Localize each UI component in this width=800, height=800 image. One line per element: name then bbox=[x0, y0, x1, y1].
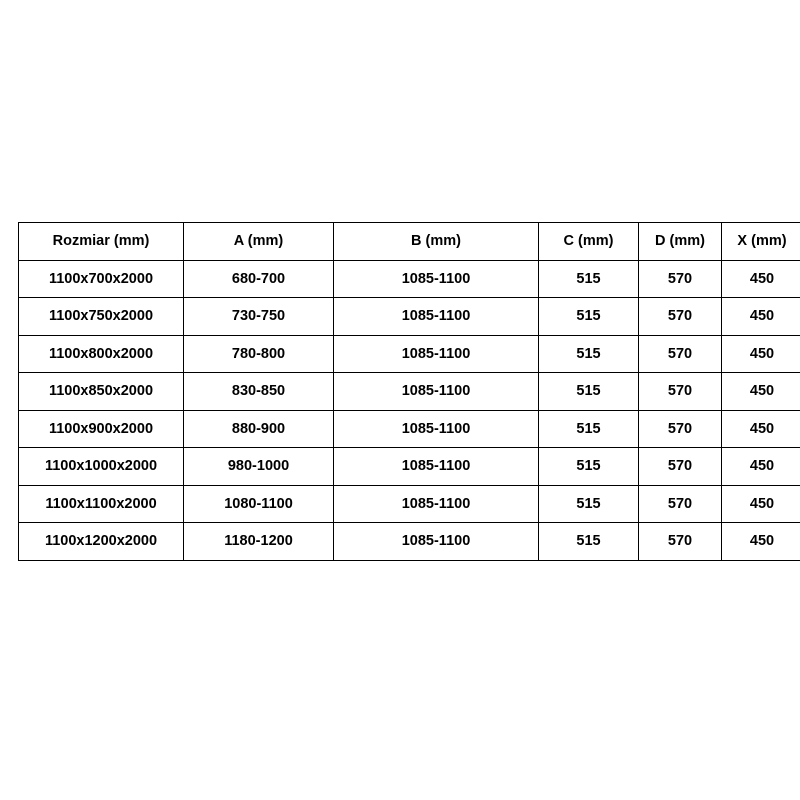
cell-b: 1085-1100 bbox=[334, 410, 539, 448]
column-header-b: B (mm) bbox=[334, 223, 539, 261]
cell-c: 515 bbox=[539, 373, 639, 411]
cell-c: 515 bbox=[539, 448, 639, 486]
table-row bbox=[19, 335, 800, 373]
cell-d: 570 bbox=[639, 523, 722, 561]
table-row bbox=[19, 260, 800, 298]
cell-x: 450 bbox=[722, 335, 800, 373]
cell-b: 1085-1100 bbox=[334, 260, 539, 298]
cell-c: 515 bbox=[539, 410, 639, 448]
cell-a: 980-1000 bbox=[184, 448, 334, 486]
cell-b: 1085-1100 bbox=[334, 298, 539, 336]
table-row bbox=[19, 448, 800, 486]
cell-x: 450 bbox=[722, 523, 800, 561]
cell-rozmiar: 1100x700x2000 bbox=[19, 260, 184, 298]
cell-b: 1085-1100 bbox=[334, 373, 539, 411]
cell-d: 570 bbox=[639, 298, 722, 336]
cell-rozmiar: 1100x1100x2000 bbox=[19, 485, 184, 523]
column-header-d: D (mm) bbox=[639, 223, 722, 261]
cell-a: 780-800 bbox=[184, 335, 334, 373]
cell-x: 450 bbox=[722, 448, 800, 486]
cell-rozmiar: 1100x750x2000 bbox=[19, 298, 184, 336]
cell-d: 570 bbox=[639, 410, 722, 448]
cell-a: 830-850 bbox=[184, 373, 334, 411]
cell-a: 880-900 bbox=[184, 410, 334, 448]
cell-d: 570 bbox=[639, 335, 722, 373]
cell-b: 1085-1100 bbox=[334, 335, 539, 373]
table-header bbox=[19, 223, 800, 261]
cell-x: 450 bbox=[722, 410, 800, 448]
cell-a: 1080-1100 bbox=[184, 485, 334, 523]
table-row bbox=[19, 485, 800, 523]
table-row bbox=[19, 523, 800, 561]
cell-x: 450 bbox=[722, 298, 800, 336]
cell-c: 515 bbox=[539, 485, 639, 523]
dimensions-table bbox=[18, 222, 800, 561]
column-header-rozmiar: Rozmiar (mm) bbox=[19, 223, 184, 261]
column-header-c: C (mm) bbox=[539, 223, 639, 261]
cell-c: 515 bbox=[539, 335, 639, 373]
cell-a: 680-700 bbox=[184, 260, 334, 298]
cell-a: 1180-1200 bbox=[184, 523, 334, 561]
table-row bbox=[19, 410, 800, 448]
cell-d: 570 bbox=[639, 260, 722, 298]
cell-rozmiar: 1100x1200x2000 bbox=[19, 523, 184, 561]
table-header-row bbox=[19, 223, 800, 261]
cell-x: 450 bbox=[722, 260, 800, 298]
cell-c: 515 bbox=[539, 298, 639, 336]
table-body bbox=[19, 260, 800, 560]
column-header-a: A (mm) bbox=[184, 223, 334, 261]
table-row bbox=[19, 373, 800, 411]
cell-rozmiar: 1100x850x2000 bbox=[19, 373, 184, 411]
cell-rozmiar: 1100x1000x2000 bbox=[19, 448, 184, 486]
cell-d: 570 bbox=[639, 373, 722, 411]
cell-b: 1085-1100 bbox=[334, 448, 539, 486]
cell-b: 1085-1100 bbox=[334, 523, 539, 561]
dimensions-table-container bbox=[18, 222, 787, 561]
column-header-x: X (mm) bbox=[722, 223, 800, 261]
cell-b: 1085-1100 bbox=[334, 485, 539, 523]
cell-c: 515 bbox=[539, 260, 639, 298]
cell-rozmiar: 1100x900x2000 bbox=[19, 410, 184, 448]
cell-a: 730-750 bbox=[184, 298, 334, 336]
cell-d: 570 bbox=[639, 485, 722, 523]
cell-c: 515 bbox=[539, 523, 639, 561]
table-row bbox=[19, 298, 800, 336]
cell-x: 450 bbox=[722, 373, 800, 411]
cell-d: 570 bbox=[639, 448, 722, 486]
cell-x: 450 bbox=[722, 485, 800, 523]
cell-rozmiar: 1100x800x2000 bbox=[19, 335, 184, 373]
